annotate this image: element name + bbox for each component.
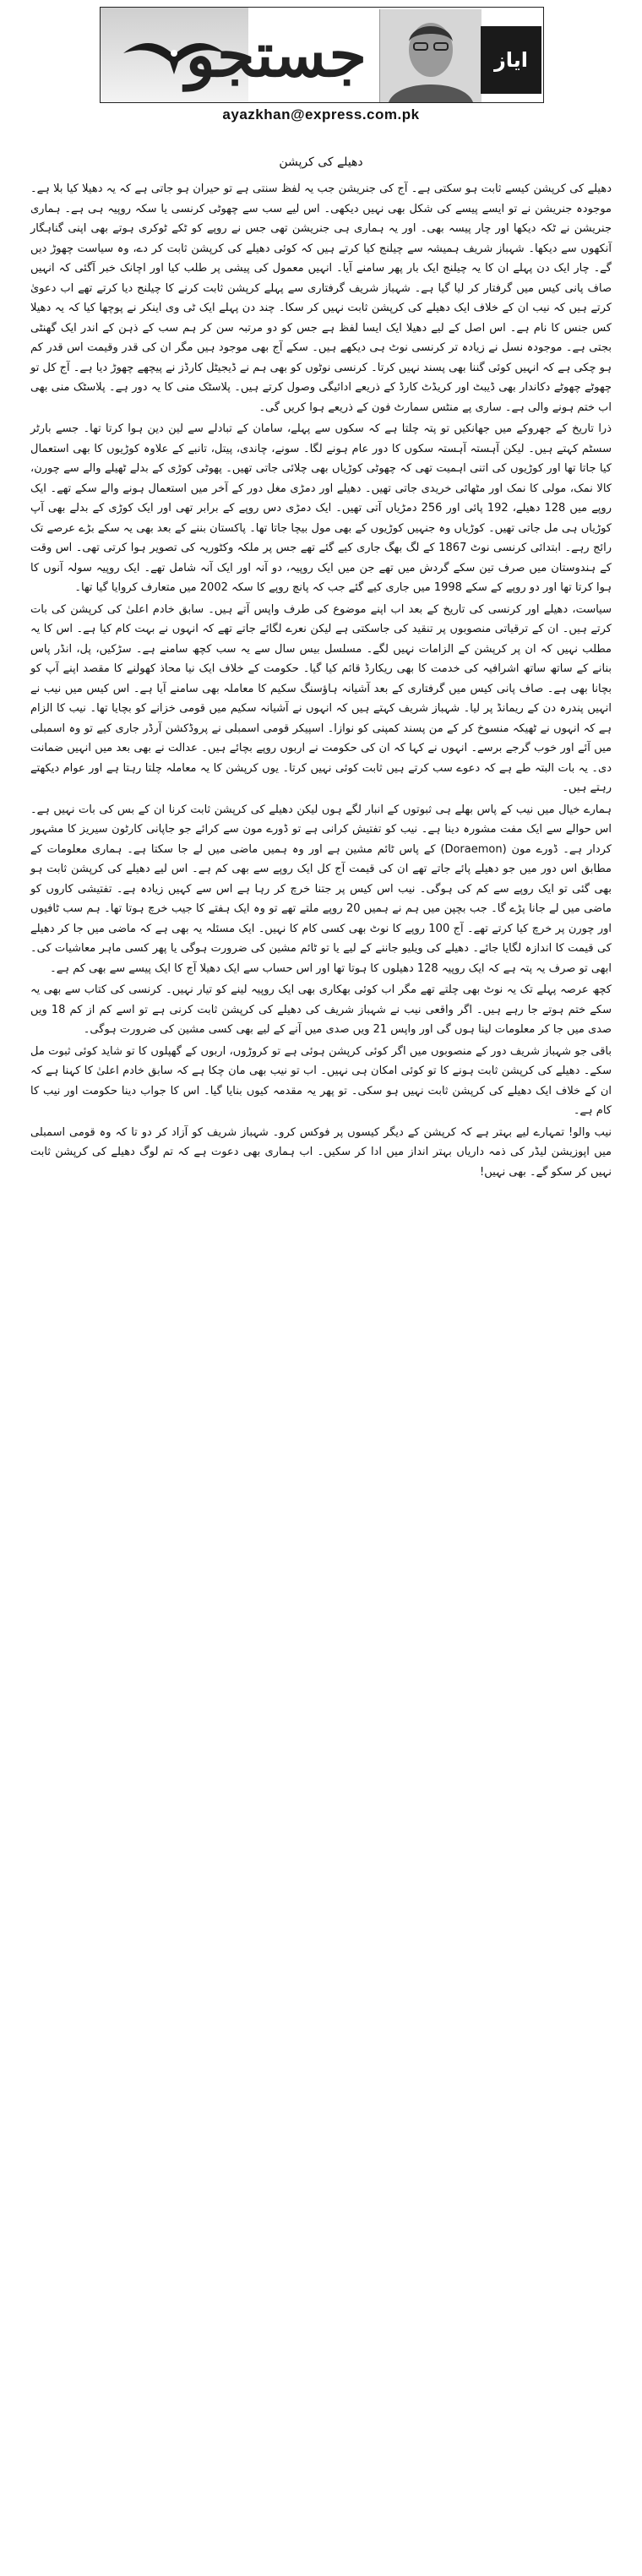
article-paragraph: دھیلے کی کرپشن کیسے ثابت ہو سکتی ہے۔ آج کی جنریشن جب یہ لفظ سنتی ہے تو حیران ہو جاتی ہے کہ یہ دھیلا کیا بلا ہے۔ موجودہ جنریشن نے تو ایسے پیسے کی شکل بھی نہیں دیکھی۔ اس لیے سب سے چھوٹی کرنسی یا سکہ روپیہ ہی ہے۔ ہماری جنریشن نے ٹکہ دیکھا اور چار پیسہ بھی۔ اور یہ ہماری ہی جنریشن تھی جس نے روپے کو ٹکے ٹوکری ہوتے بھی اپنی گناہگار آنکھوں سے دیکھا۔ شہباز شریف ہمیشہ سے چیلنج کیا کرتے ہیں کہ کوئی دھیلے کی کرپشن ثابت کر دے، وہ سیاست چھوڑ دیں گے۔ چار ایک دن پہلے ان کا یہ چیلنج ایک بار پھر سامنے آیا۔ انہیں معمول کی پیشی پر طلب کیا اور اچانک خبر آگئی کہ انہیں صاف پانی کیس میں گرفتار کر لیا گیا ہے۔ شہباز شریف گرفتاری سے پہلے کرپشن ثابت کرنے کا چیلنج دیا کرتے تھے اب دعویٰ کرتے ہیں کہ نیب ان کے خلاف ایک دھیلے کی کرپشن ثابت نہیں کر سکا۔ چند دن پہلے ایک ٹی وی اینکر نے پوچھا کیا کہ یہ دھیلا کس جنس کا نام ہے۔ اس اصل کے لیے دھیلا ایک ایسا لفظ ہے جس کو دو مرتبہ سن کر ہم سب کے ذہن کے اندر ایک گھنٹی بجتی ہے۔ موجودہ نسل نے زیادہ تر کرنسی نوٹ ہی دیکھے ہیں۔ سکے آج بھی موجود ہیں مگر ان کی قدر وقیمت اس قدر کم ہو چکی ہے کہ انہیں کوئی گننا بھی پسند نہیں کرتا۔ کرنسی نوٹوں کو بھی ہم نے ڈیجیٹل کارڈز نے پیچھے چھوڑ دیا ہے۔ آج کل تو چھوٹے چھوٹے دکاندار بھی ڈیبٹ اور کریڈٹ کارڈ کے ذریعے ادائیگی وصول کرتے ہیں۔ پلاسٹک منی کا یہ دور ہے۔ پلاسٹک منی بھی اب ختم ہونے والی ہے۔ ساری پے منٹس سمارٹ فون کے ذریعے ہوا کریں گی۔	[30, 182, 612, 414]
author-email[interactable]: ayazkhan@express.com.pk	[222, 106, 420, 123]
column-title: جستجو	[185, 19, 367, 90]
article-paragraph: ہمارے خیال میں نیب کے پاس بھلے ہی ثبوتوں کے انبار لگے ہوں لیکن دھیلے کی کرپشن ثابت کرنا ان کے بس کی بات نہیں ہے۔ اس حوالے سے ایک مفت مشورہ دینا ہے۔ نیب کو تفتیش کرانی ہے تو ڈورے مون سے کرائے جو جاپانی کارٹون سیریز کا مشہور کردار ہے۔ ڈورے مون (Doraemon) کے پاس ٹائم مشین ہے اور وہ ہمیں ماضی میں لے جا سکتا ہے۔ ہماری معلومات کے مطابق اس دور میں جو دھیلے پائے جاتے تھے ان کی قیمت آج کل ایک روپے سے بھی کم ہے۔ اس لیے دھیلے کی کرپشن ثابت ہو بھی گئی تو ایک روپے سے کم کی ہوگی۔ نیب اس کیس پر جتنا خرچ کر رہا ہے اس سے کہیں زیادہ ہے۔ تفتیشی کاروں کو ماضی میں لے جانا پڑے گا۔ جب بچپن میں ہم نے ہمیں 20 روپے ملتے تھے تو وہ ایک ہفتے کا جیب خرچ ہوتا تھا۔ ہم سب ٹافیوں اور چورن پر خرچ کیا کرتے تھے۔ آج 100 روپے کا نوٹ بھی کسی کام کا نہیں۔ ایک مسئلہ یہ بھی ہے کہ ماضی میں جا کر دھیلے کی قیمت کا اندازہ لگایا جائے۔ دھیلے کی ویلیو جاننے کے لیے یا تو ٹائم مشین کی ضرورت ہوگی یا پھر کسی ماہر معاشیات کی۔ ابھی تو صرف یہ پتہ ہے کہ ایک روپیہ 128 دھیلوں کا ہوتا تھا اور اس حساب سے ایک دھیلا آج کا ایک پیسے سے بھی کم ہے۔	[30, 803, 612, 975]
author-photo	[379, 9, 482, 102]
article-paragraph: کچھ عرصہ پہلے تک یہ نوٹ بھی چلتے تھے مگر اب کوئی بھکاری بھی ایک روپیہ لینے کو تیار نہیں۔ کرنسی کی کتاب سے بھی یہ سکے ختم ہوتے جا رہے ہیں۔ اگر واقعی نیب نے شہباز شریف کی دھیلے کی کرپشن ثابت کرنی ہے تو اسے کم از کم 18 ویں صدی میں جا کر معلومات لینا ہوں گی اور واپس 21 ویں صدی میں آنے کے لیے بھی کسی مشین کی ضرورت ہوگی۔	[30, 983, 612, 1036]
article-headline: دھیلے کی کرپشن	[279, 155, 363, 169]
article-paragraph: نیب والو! تمہارے لیے بہتر ہے کہ کرپشن کے دیگر کیسوں پر فوکس کرو۔ شہباز شریف کو آزاد کر دو تا کہ وہ قومی اسمبلی میں اپوزیشن لیڈر کی ذمہ داریاں بہتر انداز میں ادا کر سکیں۔ اب ہماری بھی دعوت ہے کہ تم لوگ دھیلے کی کرپشن ثابت نہیں کر سکو گے۔ بھی نہیں!	[30, 1125, 612, 1179]
article-paragraph: ذرا تاریخ کے جھروکے میں جھانکیں تو پتہ چلتا ہے کہ سکوں سے پہلے، سامان کے تبادلے سے لین دین ہوا کرتا تھا۔ جسے بارٹر سسٹم کہتے ہیں۔ لیکن آہستہ آہستہ سکوں کا دور عام ہونے لگا۔ سونے، چاندی، پیتل، تانبے کے علاوہ کوڑیوں کا بھی استعمال کیا جاتا تھا اور کوڑیوں کی اتنی اہمیت تھی کہ چھوٹی کوڑیاں بھی چلائی جاتی تھیں۔ پھوٹی کوڑی کے بدلے ٹھیلے والے سے چورن، کالا نمک، مولی کا نمک اور مٹھائی خریدی جاتی تھیں۔ دھیلے اور دمڑی مغل دور کے آخر میں استعمال ہونے والے سکے تھے۔ ایک روپے میں 128 دھیلے، 192 پائی اور 256 دمڑیاں آتی تھیں۔ ایک دمڑی دس روپے کے برابر تھی اور ایک کوڑی کے بدلے بھی آپ کوڑیاں ہی مل جاتی تھیں۔ کوڑیاں وہ جنہیں کوڑیوں کے بھی مول بیچا جاتا تھا۔ پاکستان بننے کے بعد بھی یہ سکے بڑے عرصے تک رائج رہے۔ ابتدائی کرنسی نوٹ 1867 کے لگ بھگ جاری کیے گئے تھے جس پر ملکہ وکٹوریہ کی تصویر ہوا کرتی تھی۔ اس وقت کے ہندوستان میں صرف تین سکے گردش میں تھے جن میں ایک روپیہ، دو آنہ اور ایک آنہ شامل تھے۔ ایک روپیہ سولہ آنوں کا ہوا کرتا تھا اور دو روپے کے سکے 1998 میں جاری کیے گئے جب کہ پانچ روپے کا سکہ 2002 میں متعارف کروایا گیا تھا۔	[30, 422, 612, 594]
article-paragraph: سیاست، دھیلے اور کرنسی کی تاریخ کے بعد اب اپنے موضوع کی طرف واپس آتے ہیں۔ سابق خادم اعلیٰ کی کرپشن کی بات کرتے ہیں۔ ان کے ترقیاتی منصوبوں پر تنقید کی جاسکتی ہے لیکن نعرے لگائے جاتے تھے کہ انہوں نے بہت کام کیا ہے۔ اس کا یہ مطلب نہیں کہ ان پر کرپشن کے الزامات نہیں لگے۔ مسلسل بیس سال سے یہ سب کچھ سامنے ہے۔ سڑکیں، پل، انڈر پاس بنانے کے ساتھ ساتھ اشرافیہ کی خدمت کا بھی ریکارڈ قائم کیا گیا۔ حکومت کے خلاف ایک نیا محاذ کھولنے کا مقصد اپنے آپ کو بچانا بھی ہے۔ صاف پانی کیس میں گرفتاری کے بعد آشیانہ ہاؤسنگ سکیم کا معاملہ بھی سامنے آیا ہے۔ اس کیس میں نیب نے انہیں پندرہ دن کے ریمانڈ پر لیا۔ شہباز شریف کہتے ہیں کہ انہوں نے آشیانہ سکیم میں قومی خزانے کو بچایا تھا۔ نیب کا الزام ہے کہ انہوں نے ٹھیکہ منسوخ کر کے من پسند کمپنی کو نوازا۔ اسپیکر قومی اسمبلی نے پروڈکشن آرڈر جاری کیے تو وہ اسمبلی میں آئے اور خوب گرجے برسے۔ انہوں نے کہا کہ ان کی حکومت نے اربوں روپے بچائے ہیں۔ عدالت نے بھی بعد میں انہیں ضمانت دی۔ یہ بات البتہ طے ہے کہ دعوے سب کرتے ہیں ثابت کوئی نہیں کرتا۔ یوں کرپشن کا یہ معاملہ چلتا رہتا ہے اور عوام دیکھتے رہتے ہیں۔	[30, 602, 612, 794]
author-portrait-icon	[380, 9, 482, 102]
article-paragraph: باقی جو شہباز شریف دور کے منصوبوں میں اگر کوئی کرپشن ہوئی ہے تو کروڑوں، اربوں کے گھپلوں کا تو شاید کوئی ثبوت مل سکے۔ دھیلے کی کرپشن ثابت ہونے کا تو کوئی امکان ہی نہیں۔ اب تو نیب بھی مان چکا ہے کہ سابق خادم اعلیٰ کا کہنا ہے کہ ان کے خلاف ایک دھیلے کی کرپشن ثابت نہیں ہو سکی۔ تو پھر یہ مقدمہ کیوں بنایا گیا۔ اس کا جواب دینا حکومت اور نیب کا کام ہے۔	[30, 1044, 612, 1117]
author-name: ایاز خان	[481, 26, 541, 94]
article-body	[30, 179, 612, 2562]
column-header	[100, 7, 542, 139]
